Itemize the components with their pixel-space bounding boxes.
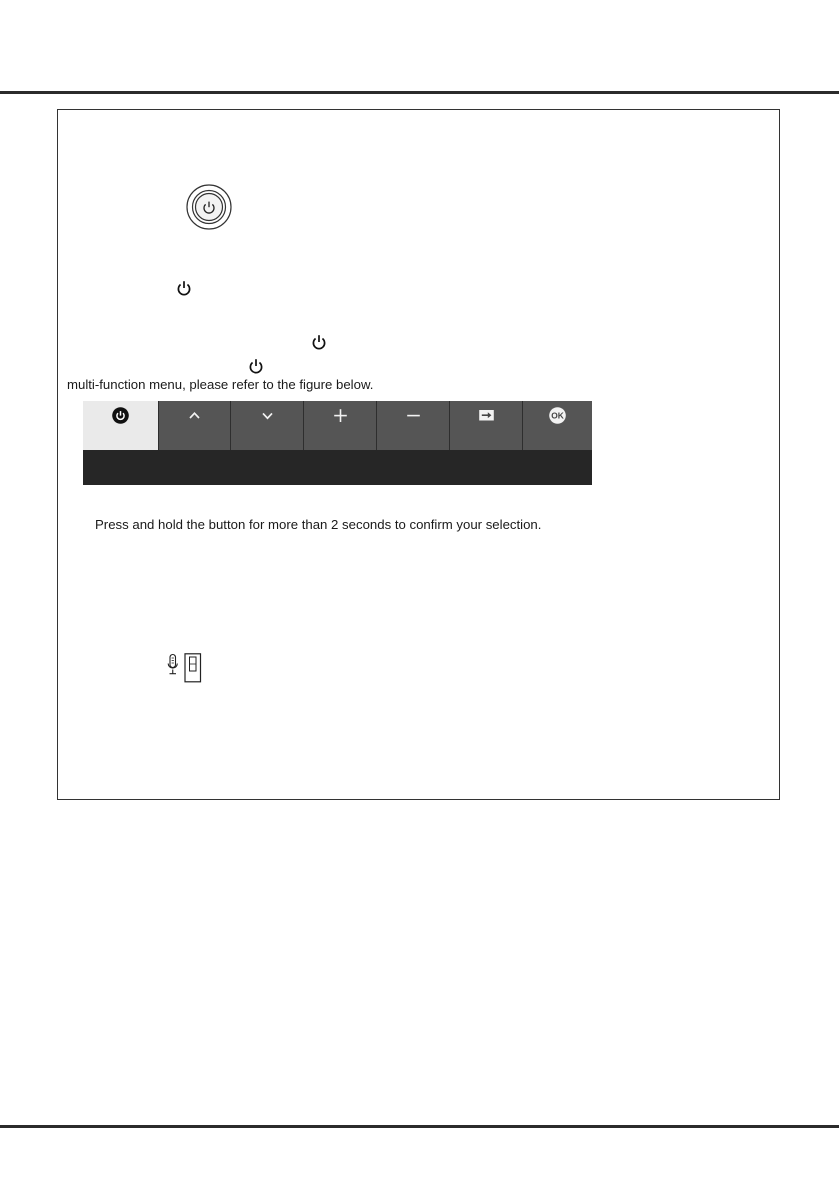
- input-source-icon: [478, 407, 495, 424]
- footer-rule: [0, 1125, 839, 1128]
- menu-item-ok[interactable]: [522, 401, 592, 450]
- power-icon: [311, 334, 327, 350]
- power-icon: [176, 280, 192, 296]
- power-icon: [248, 358, 264, 374]
- ok-icon: [549, 407, 566, 424]
- chevron-down-icon: [259, 407, 276, 424]
- menu-item-minus[interactable]: [376, 401, 449, 450]
- menu-footer-bar: [83, 450, 592, 485]
- chevron-up-icon: [186, 407, 203, 424]
- menu-caption: multi-function menu, please refer to the figure below.: [67, 377, 374, 392]
- microphone-switch-illustration: [166, 653, 202, 683]
- switch-icon: [185, 654, 201, 682]
- menu-item-up[interactable]: [158, 401, 230, 450]
- microphone-icon: [168, 655, 177, 674]
- multi-function-menu: [83, 401, 592, 485]
- plus-icon: [332, 407, 349, 424]
- svg-text:OK: OK: [551, 410, 564, 421]
- hold-instruction: Press and hold the button for more than 2 seconds to confirm your selection.: [95, 517, 542, 532]
- menu-item-down[interactable]: [230, 401, 303, 450]
- power-icon: [112, 407, 129, 424]
- menu-item-power[interactable]: [83, 401, 158, 450]
- menu-row: [83, 401, 592, 450]
- header-rule: [0, 91, 839, 94]
- menu-item-input[interactable]: [449, 401, 522, 450]
- minus-icon: [405, 407, 422, 424]
- power-button-illustration: [185, 183, 233, 231]
- menu-item-plus[interactable]: [303, 401, 376, 450]
